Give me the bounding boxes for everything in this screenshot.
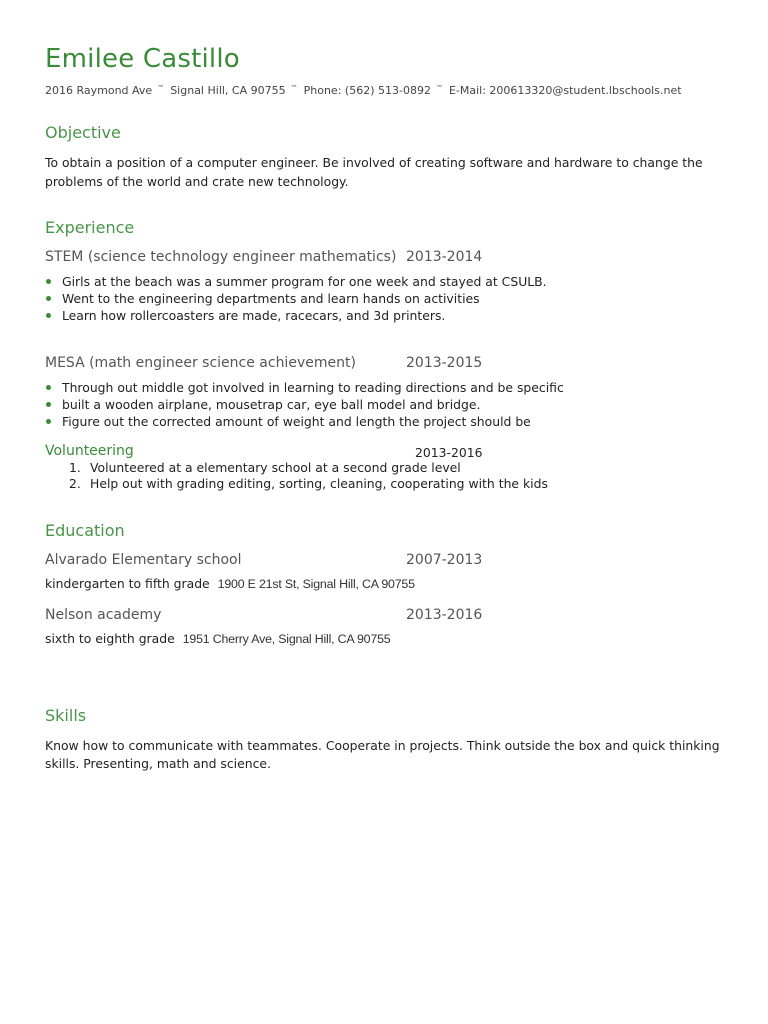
school-detail [45,631,390,646]
list-item: Learn how rollercoasters are made, racecars, and 3d printers. [45,307,547,324]
school-address: 1900 E 21st St, Signal Hill, CA 90755 [217,577,415,591]
contact-line [45,84,682,97]
list-item: 2. Help out with grading editing, sorting, cleaning, cooperating with the kids [69,476,548,491]
list-item: Figure out the corrected amount of weight and length the project should be [45,413,564,430]
volunteering-years: 2013-2016 [415,445,483,460]
bullet-dot [46,402,51,407]
list-item: 1. Volunteered at a elementary school at a second grade level [69,460,461,475]
experience-heading: Experience [45,218,135,237]
list-item: Through out middle got involved in learning to reading directions and be specific [45,379,564,396]
bullet-dot [46,313,51,318]
school-years: 2013-2016 [406,607,483,623]
school-grades: kindergarten to fifth grade [45,576,210,591]
contact-address: 2016 Raymond Ave [45,84,153,97]
volunteering-row [45,443,735,461]
role-years: 2013-2015 [406,355,483,371]
school-years: 2007-2013 [406,552,483,568]
school-grades: sixth to eighth grade [45,631,175,646]
skills-text: Know how to communicate with teammates. Cooperate in projects. Think outside the box and quick thinking skills. Presenting, math and science. [45,738,720,771]
bullet-dot [46,296,51,301]
education-heading: Education [45,521,125,540]
contact-email: E-Mail: 200613320@student.lbschools.net [448,84,682,97]
bullet-dot [46,385,51,390]
list-item: built a wooden airplane, mousetrap car, eye ball model and bridge. [45,396,564,413]
bullet-dot [46,279,51,284]
separator-mark: ™ [290,84,298,92]
volunteering-list [45,460,548,492]
mesa-bullet-list [45,379,564,430]
school-row-alvarado [45,552,735,570]
bullet-dot [46,419,51,424]
role-row-mesa [45,355,735,373]
skills-heading: Skills [45,706,87,725]
separator-mark: ™ [157,84,165,92]
separator-mark: ™ [435,84,443,92]
school-row-nelson [45,607,735,625]
objective-text: To obtain a position of a computer engineer. Be involved of creating software and hardware to change the problems of the world and crate new technology. [45,155,703,189]
resume-name: Emilee Castillo [45,44,240,74]
role-years: 2013-2014 [406,249,483,265]
contact-city: Signal Hill, CA 90755 [170,84,286,97]
school-name: Nelson academy [45,607,162,623]
list-item: Girls at the beach was a summer program for one week and stayed at CSULB. [45,273,547,290]
role-title: STEM (science technology engineer mathematics) [45,249,397,265]
school-detail [45,576,415,591]
stem-bullet-list [45,273,547,324]
contact-phone: Phone: (562) 513-0892 [303,84,431,97]
role-title: MESA (math engineer science achievement) [45,355,356,371]
role-row-stem [45,249,735,267]
volunteering-title: Volunteering [45,443,134,459]
objective-heading: Objective [45,123,121,142]
school-address: 1951 Cherry Ave, Signal Hill, CA 90755 [182,632,391,646]
list-item: Went to the engineering departments and learn hands on activities [45,290,547,307]
school-name: Alvarado Elementary school [45,552,242,568]
